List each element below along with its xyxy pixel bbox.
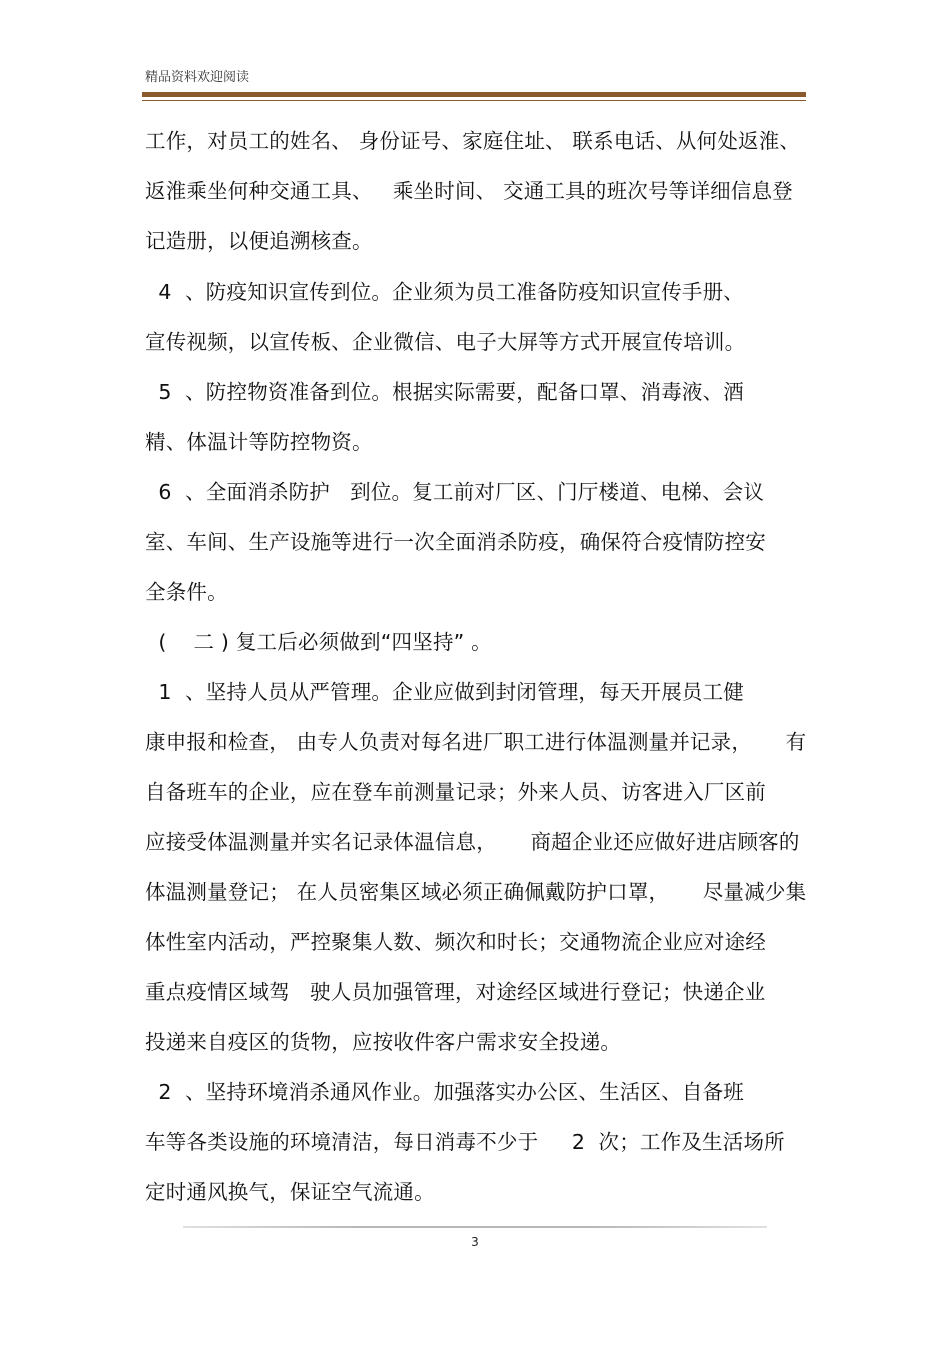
body-line: 定时通风换气，保证空气流通。 — [145, 1180, 435, 1204]
body-line: 投递来自疫区的货物，应按收件客户需求安全投递。 — [145, 1030, 622, 1054]
body-line: 返淮乘坐何种交通工具、 乘坐时间、 交通工具的班次号等详细信息登 — [145, 179, 793, 203]
body-line: 体性室内活动，严控聚集人数、频次和时长；交通物流企业应对途经 — [145, 930, 766, 954]
body-line: 体温测量登记； 在人员密集区域必须正确佩戴防护口罩， 尽量减少集 — [145, 880, 807, 904]
body-line: 重点疫情区域驾 驶人员加强管理，对途经区域进行登记；快递企业 — [145, 980, 766, 1004]
page-header: 精品资料欢迎阅读 — [145, 70, 250, 85]
section-heading: ( 二 ) 复工后必须做到“四坚持” 。 — [145, 630, 492, 654]
body-line: 4 、防疫知识宣传到位。企业须为员工准备防疫知识宣传手册、 — [145, 280, 745, 304]
header-rule-thin — [142, 100, 806, 101]
body-line: 6 、全面消杀防护 到位。复工前对厂区、门厅楼道、电梯、会议 — [145, 480, 765, 504]
header-rule-thick — [142, 92, 806, 97]
body-line: 室、车间、生产设施等进行一次全面消杀防疫，确保符合疫情防控安 — [145, 530, 766, 554]
body-line: 全条件。 — [145, 580, 228, 604]
body-line: 2 、坚持环境消杀通风作业。加强落实办公区、生活区、自备班 — [145, 1080, 745, 1104]
body-line: 工作，对员工的姓名、 身份证号、家庭住址、 联系电话、从何处返淮、 — [145, 129, 801, 153]
body-line: 记造册，以便追溯核查。 — [145, 229, 373, 253]
body-line: 5 、防控物资准备到位。根据实际需要，配备口罩、消毒液、酒 — [145, 380, 745, 404]
body-line: 宣传视频，以宣传板、企业微信、电子大屏等方式开展宣传培训。 — [145, 330, 746, 354]
body-line: 康申报和检查， 由专人负责对每名进厂职工进行体温测量并记录， 有 — [145, 730, 807, 754]
body-line: 自备班车的企业，应在登车前测量记录；外来人员、访客进入厂区前 — [145, 780, 766, 804]
footer-rule — [183, 1226, 767, 1228]
page-number: 3 — [471, 1235, 479, 1249]
body-line: 精、体温计等防控物资。 — [145, 430, 373, 454]
body-line: 应接受体温测量并实名记录体温信息， 商超企业还应做好进店顾客的 — [145, 830, 800, 854]
body-line: 车等各类设施的环境清洁，每日消毒不少于 2 次；工作及生活场所 — [145, 1130, 785, 1154]
body-line: 1 、坚持人员从严管理。企业应做到封闭管理，每天开展员工健 — [145, 680, 745, 704]
